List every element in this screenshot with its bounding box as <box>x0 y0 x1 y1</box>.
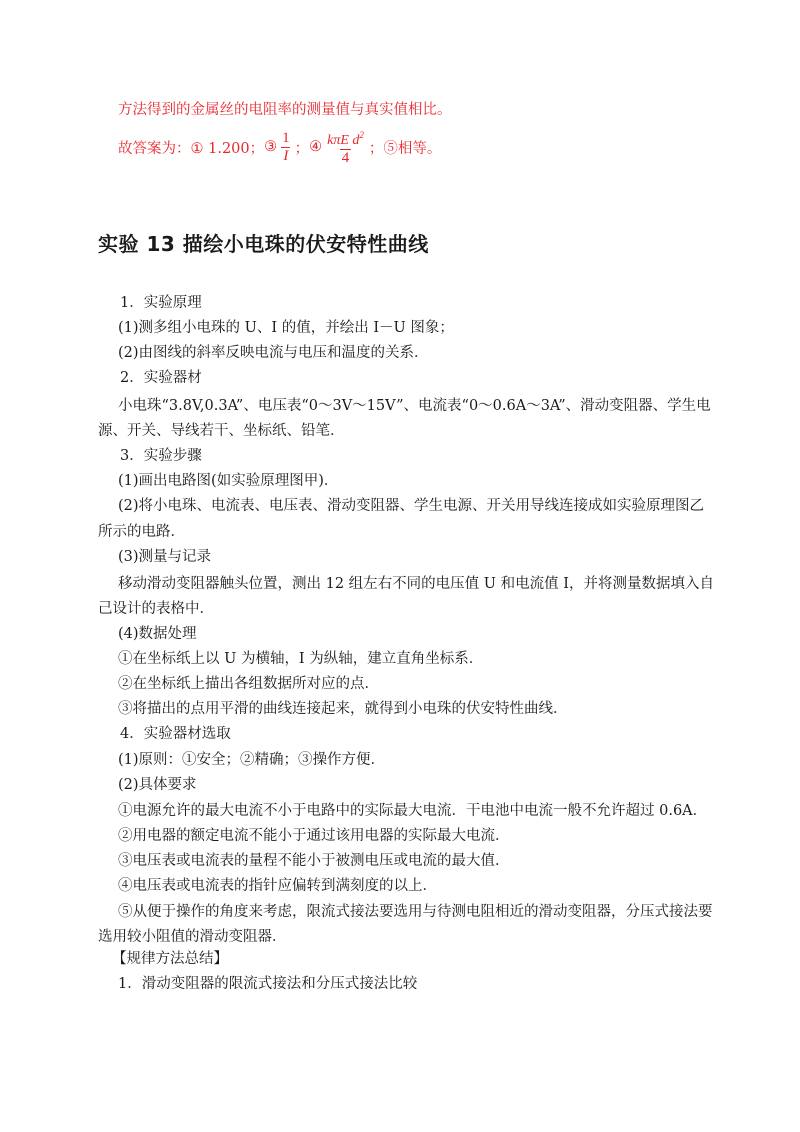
answer-item-4-label: ④ <box>309 139 323 155</box>
fraction-denominator-four: 4 <box>341 150 350 166</box>
fraction-numerator-expression <box>325 127 366 149</box>
paragraph-line: 选用较小阻值的滑动变阻器． <box>98 929 287 945</box>
paragraph-line: (3)测量与记录 <box>118 549 212 565</box>
answer-context-line: 方法得到的金属丝的电阻率的测量值与真实值相比。 <box>118 102 452 118</box>
paragraph-line: ①在坐标纸上以 U 为横轴，I 为纵轴，建立直角坐标系． <box>118 651 484 667</box>
paragraph-line: 小电珠“3.8V,0.3A”、电压表“0～3V～15V”、电流表“0～0.6A～3A”、滑动变阻器、学生电 <box>118 398 711 414</box>
paragraph-line: 1．实验原理 <box>120 295 202 311</box>
paragraph-line: 【规律方法总结】 <box>112 951 228 967</box>
numerator-exponent: 2 <box>359 130 364 140</box>
paragraph-line: (2)具体要求 <box>118 777 197 793</box>
paragraph-line: 3．实验步骤 <box>120 448 202 464</box>
paragraph-line: 4．实验器材选取 <box>120 726 231 742</box>
section-heading: 实验 13 描绘小电珠的伏安特性曲线 <box>98 232 429 256</box>
paragraph-line: ②用电器的额定电流不能小于通过该用电器的实际最大电流． <box>118 828 510 844</box>
paragraph-line: (2)将小电珠、电流表、电压表、滑动变阻器、学生电源、开关用导线连接成如实验原理图乙 <box>118 498 705 514</box>
fraction-denominator: I <box>283 147 289 164</box>
paragraph-line: 1．滑动变阻器的限流式接法和分压式接法比较 <box>118 976 418 992</box>
paragraph-line: ④电压表或电流表的指针应偏转到满刻度的以上． <box>118 878 437 894</box>
paragraph-line: ①电源允许的最大电流不小于电路中的实际最大电流．干电池中电流一般不允许超过 0.6A． <box>118 803 708 819</box>
separator: ； <box>294 140 310 157</box>
fraction-numerator: 1 <box>282 129 290 146</box>
paragraph-line: (1)原则：①安全；②精确；③操作方便． <box>118 752 386 768</box>
paragraph-line: ③电压表或电流表的量程不能小于被测电压或电流的最大值． <box>118 853 510 869</box>
numerator-text: kπE d <box>327 133 360 148</box>
answer-item-5: ⑤相等。 <box>383 140 442 157</box>
paragraph-line: (2)由图线的斜率反映电流与电压和温度的关系． <box>118 345 429 361</box>
answer-row <box>118 124 441 170</box>
paragraph-line: (1)画出电路图(如实验原理图甲)． <box>118 473 339 489</box>
paragraph-line: ③将描出的点用平滑的曲线连接起来，就得到小电珠的伏安特性曲线． <box>118 701 568 717</box>
paragraph-line: (4)数据处理 <box>118 626 197 642</box>
paragraph-line: 所示的电路． <box>98 524 185 540</box>
paragraph-line: ⑤从便于操作的角度来考虑，限流式接法要选用与待测电阻相近的滑动变阻器，分压式接法要 <box>118 904 713 920</box>
paragraph-line: 源、开关、导线若干、坐标纸、铅笔． <box>98 423 345 439</box>
answer-prefix: 故答案为： <box>118 140 191 157</box>
answer-item-3-label: ③ <box>264 139 278 155</box>
answer-item-1: ① 1.200； <box>190 140 265 157</box>
paragraph-line: 移动滑动变阻器触头位置，测出 12 组左右不同的电压值 U 和电流值 I，并将测量数据填入自 <box>118 576 714 592</box>
paragraph-line: (1)测多组小电珠的 U、I 的值，并绘出 I－U 图象； <box>118 320 454 336</box>
paragraph-line: ②在坐标纸上描出各组数据所对应的点． <box>118 676 379 692</box>
fraction-one-over-i <box>280 130 292 165</box>
paragraph-line: 己设计的表格中． <box>98 601 214 617</box>
fraction-resistivity <box>325 127 366 167</box>
paragraph-line: 2．实验器材 <box>120 370 202 386</box>
separator: ； <box>368 140 384 157</box>
